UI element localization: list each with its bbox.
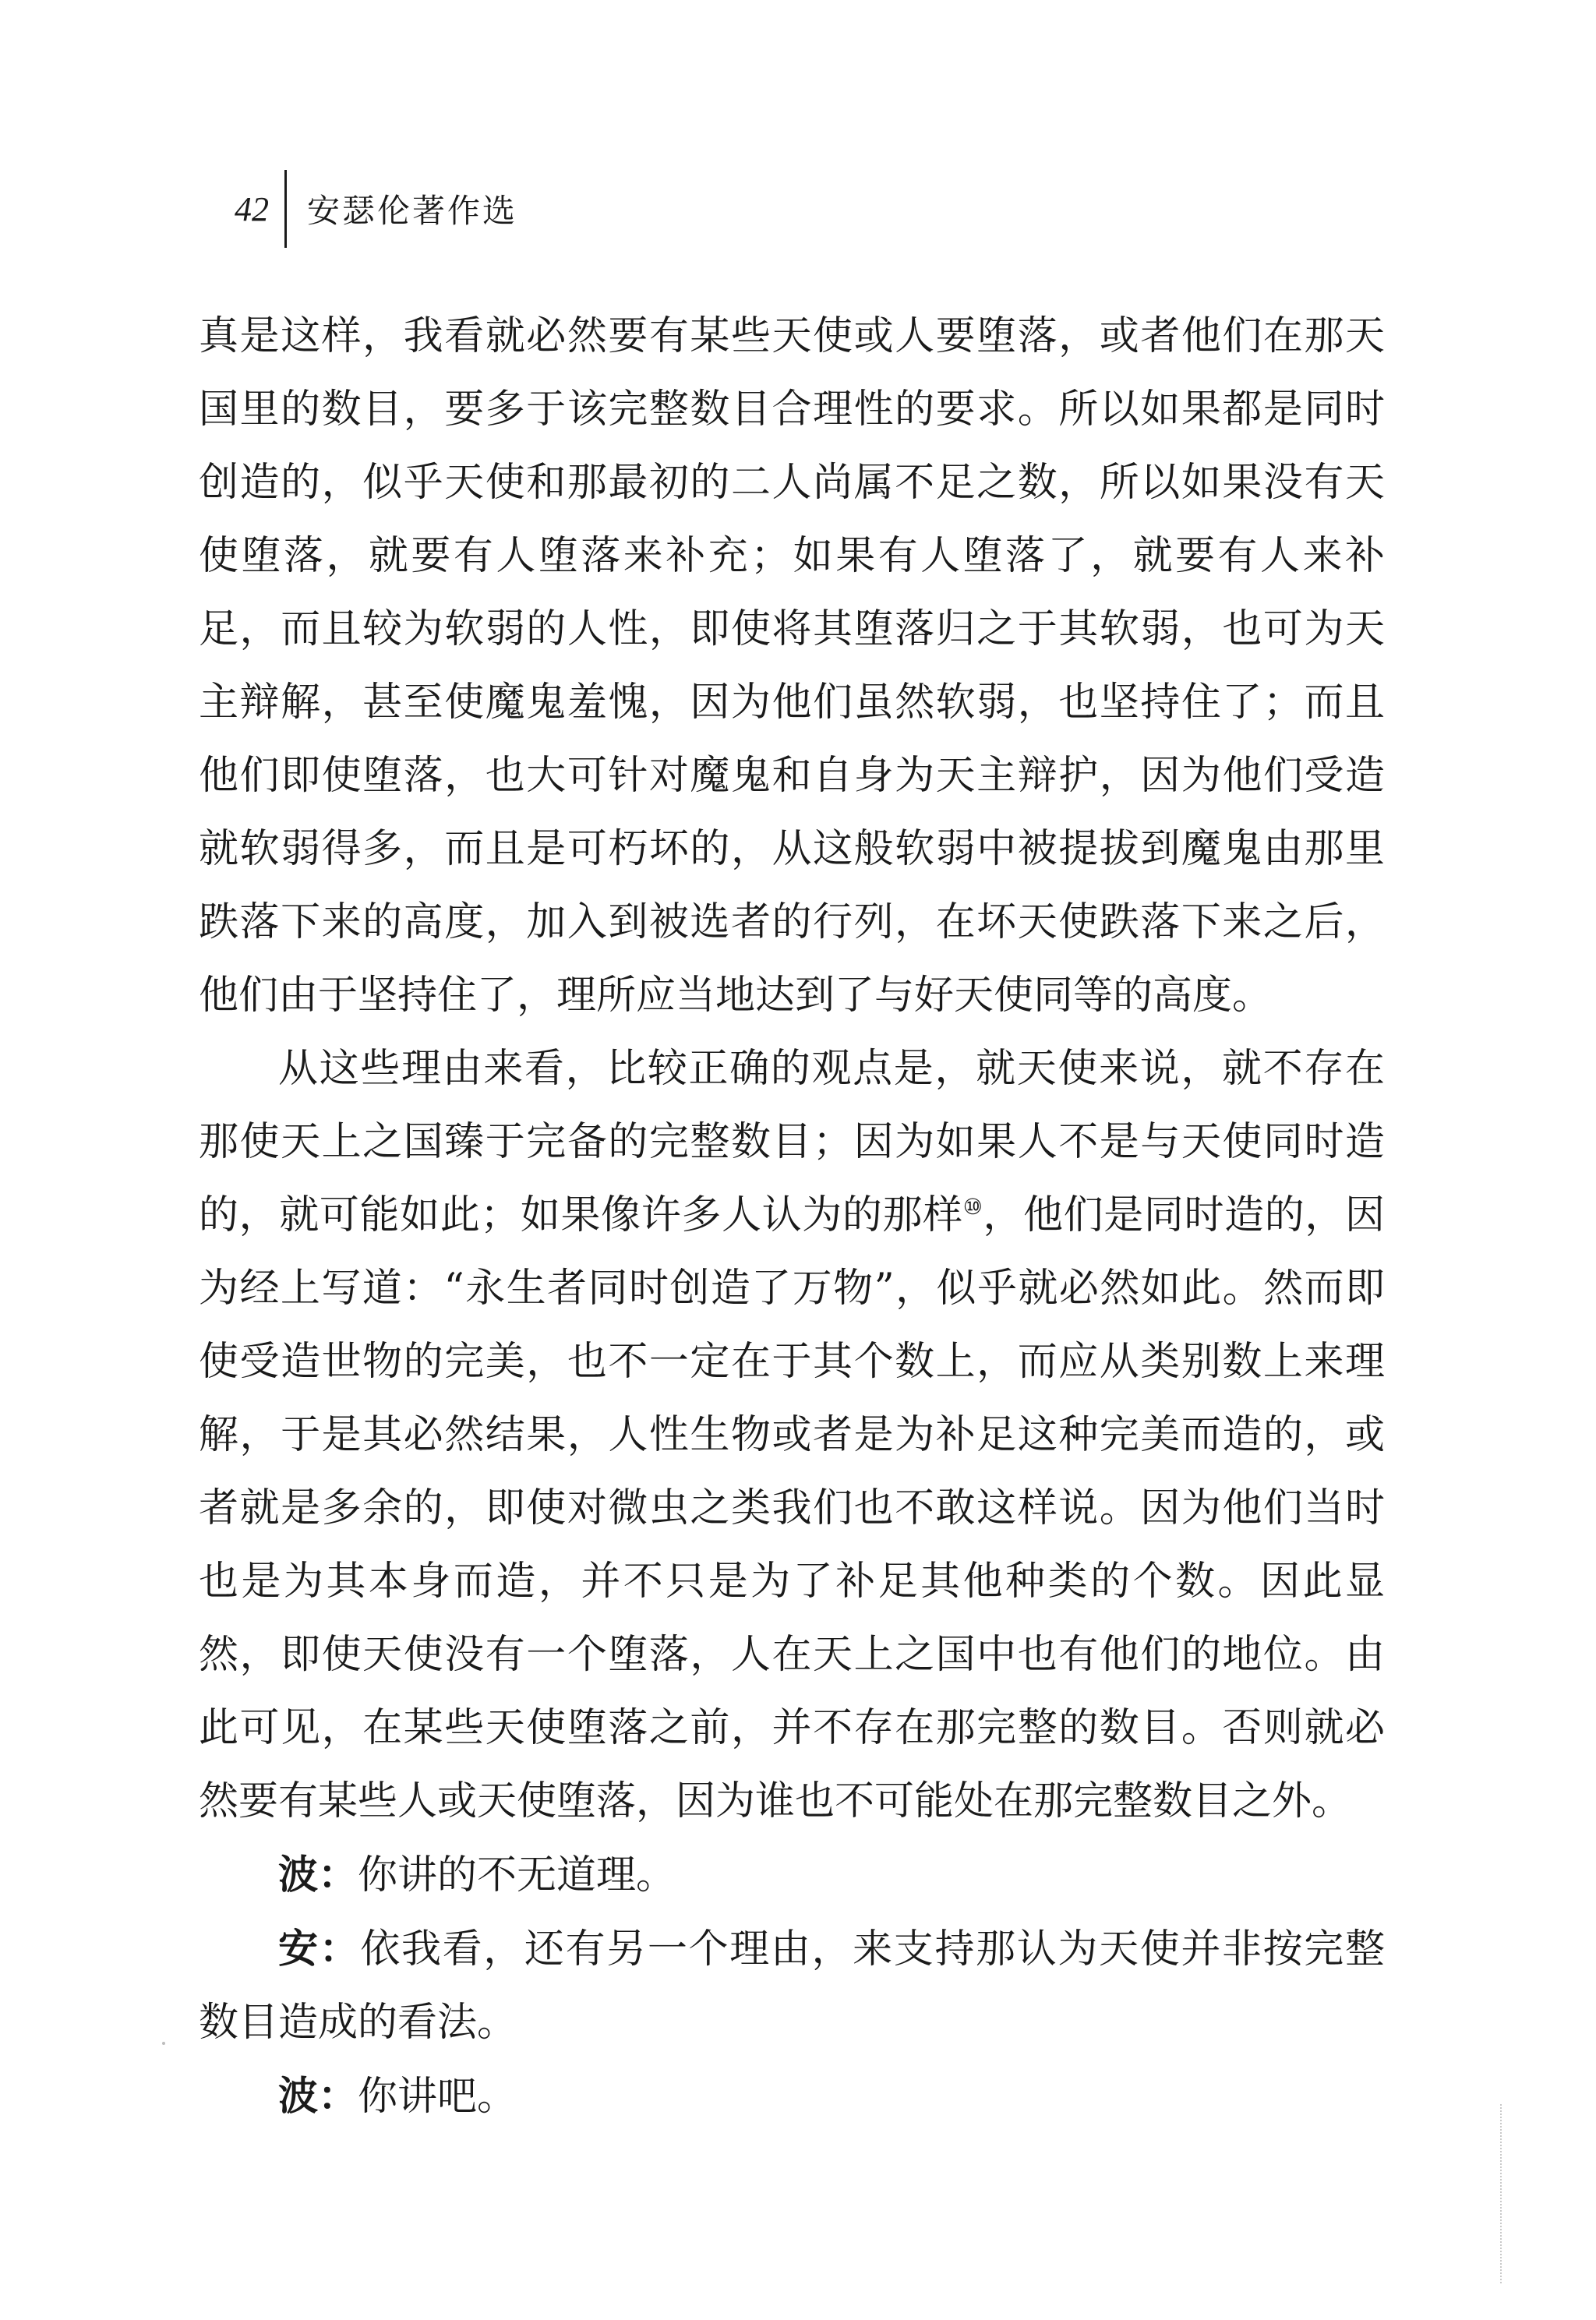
dialogue-line <box>199 2060 1385 2134</box>
paragraph-argument <box>199 1033 1385 1838</box>
speaker-separator: ： <box>318 2073 358 2120</box>
body-text <box>199 300 1385 2134</box>
running-title: 安瑟伦著作选 <box>307 192 518 230</box>
paragraph-text-after-note: ，他们是同时造的，因为经上写道：“永生者同时创造了万物”，似乎就必然如此。然而即使受造世物的完美，也不一定在于其个数上，而应从类别数上来理解，于是其必然结果，人性生物或者是为补足这种完美而造的，或者就是多余的，即使对微虫之类我们也不敢这样说。因为他们当时也是为其本身而造，并不只是为了补足其他种类的个数。因此显然，即使天使没有一个堕落，人在天上之国中也有他们的地位。由此可见，在某些天使堕落之前，并不存在那完整的数目。否则就必然要有某些人或天使堕落，因为谁也不可能处在那完整数目之外。 <box>199 1192 1385 1824</box>
header-divider <box>284 170 287 248</box>
scan-artifact <box>1500 2104 1503 2283</box>
speaker-name: 安 <box>278 1926 320 1972</box>
dialogue-text: 你讲的不无道理。 <box>358 1852 676 1898</box>
speaker-separator: ： <box>319 1926 361 1972</box>
speaker-name: 波 <box>278 2073 319 2120</box>
footnote-marker[interactable]: ⑩ <box>962 1194 983 1220</box>
paragraph-continuation: 真是这样，我看就必然要有某些天使或人要堕落，或者他们在那天国里的数目，要多于该完整数目合理性的要求。所以如果都是同时创造的，似乎天使和那最初的二人尚属不足之数，所以如果没有天使堕落，就要有人堕落来补充；如果有人堕落了，就要有人来补足，而且较为软弱的人性，即使将其堕落归之于其软弱，也可为天主辩解，甚至使魔鬼羞愧，因为他们虽然软弱，也坚持住了；而且他们即使堕落，也大可针对魔鬼和自身为天主辩护，因为他们受造就软弱得多，而且是可朽坏的，从这般软弱中被提拔到魔鬼由那里跌落下来的高度，加入到被选者的行列，在坏天使跌落下来之后，他们由于坚持住了，理所应当地达到了与好天使同等的高度。 <box>199 313 1385 1019</box>
scan-speck <box>162 2042 165 2045</box>
dialogue-line <box>199 1912 1385 2060</box>
speaker-separator: ： <box>318 1852 358 1898</box>
paragraph-text-before-note: 从这些理由来看，比较正确的观点是，就天使来说，就不存在那使天上之国臻于完备的完整数目；因为如果人不是与天使同时造的，就可能如此；如果像许多人认为的那样 <box>199 1046 1385 1238</box>
dialogue-text: 依我看，还有另一个理由，来支持那认为天使并非按完整数目造成的看法。 <box>199 1926 1385 2046</box>
dialogue-text: 你讲吧。 <box>358 2074 517 2120</box>
page-header <box>199 170 517 248</box>
dialogue-line <box>199 1838 1385 1912</box>
page-number: 42 <box>235 189 269 228</box>
speaker-name: 波 <box>278 1852 319 1898</box>
